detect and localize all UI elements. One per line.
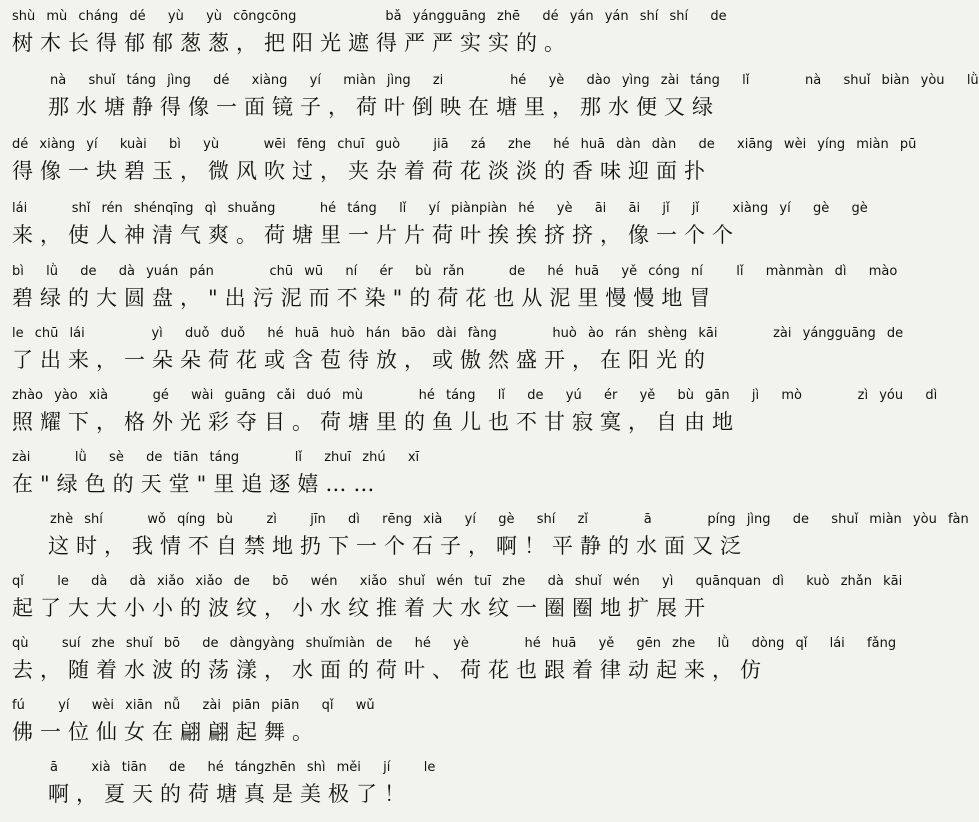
hanzi-row: 来，使人神清气爽。荷塘里一片片荷叶挨挨挤挤，像一个个 xyxy=(12,223,740,247)
hanzi-row: 树木长得郁郁葱葱，把阳光遮得严严实实的。 xyxy=(12,31,572,55)
hanzi-row: 得像一块碧玉，微风吹过，夹杂着荷花淡淡的香味迎面扑 xyxy=(12,159,712,183)
hanzi-row: 起了大大小小的波纹，小水纹推着大水纹一圈圈地扩展开 xyxy=(12,596,712,620)
text-line xyxy=(0,635,897,689)
text-line xyxy=(0,759,720,813)
hanzi-row: 碧绿的大圆盘，"出污泥而不染"的荷花也从泥里慢慢地冒 xyxy=(12,286,718,310)
text-line xyxy=(0,387,938,441)
pinyin-row: nà shuǐ táng jìng dé xiàng yí miàn jìng zi hé yè dào yìng zài táng lǐ nà shuǐ biàn yòu lǜ xyxy=(50,73,979,88)
hanzi-row: 那水塘静得像一面镜子，荷叶倒映在塘里，那水便又绿 xyxy=(48,95,720,119)
hanzi-row: 佛一位仙女在翩翩起舞。 xyxy=(12,720,320,744)
pinyin-row: le chū lái yì duǒ duǒ hé huā huò hán bāo dài fàng huò ào rán shèng kāi zài yángguāng de xyxy=(12,326,904,341)
text-line xyxy=(0,200,868,254)
hanzi-row: 这时，我情不自禁地扔下一个石子，啊！平静的水面又泛 xyxy=(48,534,748,558)
hanzi-row: 照耀下，格外光彩夺目。荷塘里的鱼儿也不甘寂寞，自由地 xyxy=(12,410,740,434)
text-line xyxy=(0,449,720,503)
hanzi-row: 去，随着水波的荡漾，水面的荷叶、荷花也跟着律动起来，仿 xyxy=(12,658,768,682)
pinyin-row: ā xià tiān de hé tángzhēn shì měi jí le xyxy=(50,760,436,775)
pinyin-row: bì lǜ de dà yuán pán chū wū ní ér bù rǎn de hé huā yě cóng ní lǐ mànmàn dì mào xyxy=(12,264,898,279)
hanzi-row: 啊，夏天的荷塘真是美极了！ xyxy=(48,782,412,806)
pinyin-row: qǐ le dà dà xiǎo xiǎo de bō wén xiǎo shuǐ wén tuī zhe dà shuǐ wén yì quānquan dì kuò zhǎn kāi xyxy=(12,574,903,589)
pinyin-row: qù suí zhe shuǐ bō de dàngyàng shuǐmiàn de hé yè hé huā yě gēn zhe lǜ dòng qǐ lái fǎng xyxy=(12,636,897,651)
text-line xyxy=(0,573,903,627)
text-line xyxy=(0,511,969,565)
pinyin-row: fú yí wèi xiān nǚ zài piān piān qǐ wǔ xyxy=(12,698,375,713)
pinyin-row: lái shǐ rén shénqīng qì shuǎng hé táng lǐ yí piànpiàn hé yè āi āi jǐ jǐ xiàng yí gè gè xyxy=(12,201,868,216)
pinyin-row: shù mù cháng dé yù yù cōngcōng bǎ yángguāng zhē dé yán yán shí shí de xyxy=(12,9,727,24)
hanzi-row: 了出来，一朵朵荷花或含苞待放，或傲然盛开，在阳光的 xyxy=(12,348,712,372)
text-line xyxy=(0,8,727,62)
pinyin-row: zài lǜ sè de tiān táng lǐ zhuī zhú xī xyxy=(12,450,420,465)
text-line xyxy=(0,263,898,317)
pinyin-row: zhào yào xià gé wài guāng cǎi duó mù hé táng lǐ de yú ér yě bù gān jì mò zì yóu dì xyxy=(12,388,938,403)
pinyin-row: dé xiàng yí kuài bì yù wēi fēng chuī guò jiā zá zhe hé huā dàn dàn de xiāng wèi yíng miàn pū xyxy=(12,137,917,152)
text-line xyxy=(0,325,904,379)
text-line xyxy=(0,136,917,190)
text-line xyxy=(0,72,979,126)
hanzi-row: 在"绿色的天堂"里追逐嬉…… xyxy=(12,472,382,496)
pinyin-row: zhè shí wǒ qíng bù zì jīn dì rēng xià yí gè shí zǐ ā píng jìng de shuǐ miàn yòu fàn xyxy=(50,512,969,527)
text-line xyxy=(0,697,720,751)
